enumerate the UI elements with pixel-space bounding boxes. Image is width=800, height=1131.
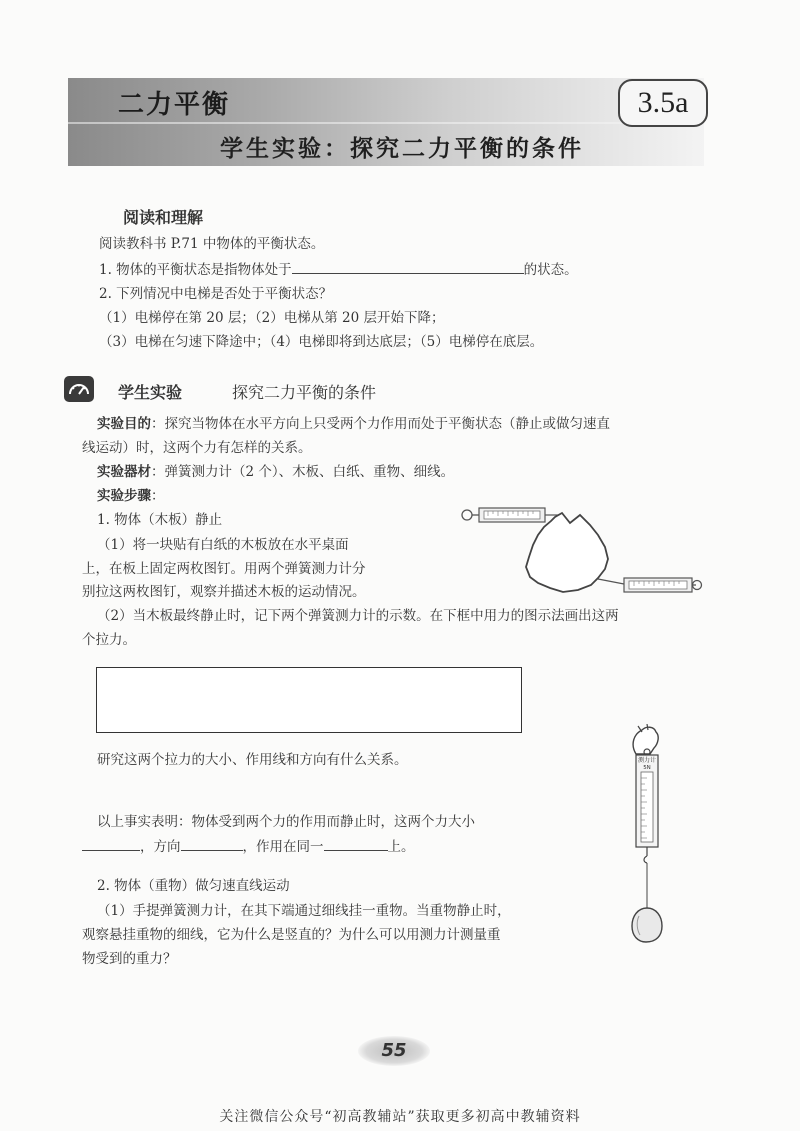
step1-b-line2: 个拉力。 [82,632,136,648]
step1-a-line3: 别拉这两枚图钉，观察并描述木板的运动情况。 [82,584,366,600]
question-2-options-line1: （1）电梯停在第 20 层；（2）电梯从第 20 层开始下降； [99,310,445,326]
conclusion-action-text: ，作用在同一 [242,839,324,855]
experiment-gauge-icon [64,376,94,402]
conclusion-direction-text: ，方向 [140,839,181,855]
materials-text: ：弹簧测力计（2 个）、木板、白纸、重物、细线。 [151,464,455,480]
step2-title: 2. 物体（重物）做匀速直线运动 [97,878,290,894]
purpose-label: 实验目的 [97,416,151,432]
footer-note: 关注微信公众号“初高教辅站”获取更多初高中教辅资料 [219,1109,581,1125]
meter-label-top: 测力计 [637,757,657,764]
step1-a-line1: （1）将一块贴有白纸的木板放在水平桌面 [97,537,349,553]
experiment-steps [97,486,165,506]
section-title: 二力平衡 [118,90,231,120]
force-diagram-answer-box[interactable] [96,667,522,733]
step1-title: 1. 物体（木板）静止 [97,512,223,528]
research-question: 研究这两个拉力的大小、作用线和方向有什么关系。 [97,752,408,768]
reading-heading: 阅读和理解 [123,208,204,227]
steps-colon: ： [151,488,165,504]
experiment-heading-title: 探究二力平衡的条件 [232,383,377,402]
experiment-materials [97,462,454,482]
step1-a-line2: 上，在板上固定两枚图钉。用两个弹簧测力计分 [82,561,366,577]
board-spring-scales-illustration [458,495,703,615]
materials-label: 实验器材 [97,464,151,480]
experiment-purpose-line2: 线运动）时，这两个力有怎样的关系。 [82,440,312,456]
question-1-blank[interactable] [292,259,524,274]
experiment-heading-label: 学生实验 [118,383,183,402]
conclusion-blank-magnitude[interactable] [82,836,140,851]
purpose-text: ：探究当物体在水平方向上只受两个力作用而处于平衡状态（静止或做匀速直 [151,416,610,432]
meter-label-unit: 5N [643,765,651,771]
section-code-badge: 3.5a [618,79,708,127]
header-subtitle: 学生实验：探究二力平衡的条件 [220,135,584,162]
conclusion-blank-direction[interactable] [181,836,243,851]
question-2-options-line2: （3）电梯在匀速下降途中；（4）电梯即将到达底层；（5）电梯停在底层。 [99,334,544,350]
question-1 [99,259,578,280]
question-1-suffix: 的状态。 [523,262,578,278]
conclusion-line2 [82,836,415,857]
experiment-purpose-line1 [97,414,610,434]
steps-label: 实验步骤 [97,488,151,504]
step2-line3: 物受到的重力？ [82,951,177,967]
step2-line1: （1）手提弹簧测力计，在其下端通过细线挂一重物。当重物静止时， [97,903,511,919]
question-1-prefix: 1. 物体的平衡状态是指物体处于 [99,262,292,278]
step2-line2: 观察悬挂重物的细线，它为什么是竖直的？为什么可以用测力计测量重 [82,927,501,943]
page-number: 55 [358,1036,430,1066]
conclusion-line1: 以上事实表明：物体受到两个力的作用而静止时，这两个力大小 [97,814,475,830]
question-2: 2. 下列情况中电梯是否处于平衡状态？ [99,286,333,302]
conclusion-blank-line[interactable] [324,836,388,851]
conclusion-end-text: 上。 [387,839,415,855]
step1-b-line1: （2）当木板最终静止时，记下两个弹簧测力计的示数。在下框中用力的图示法画出这两 [97,608,619,624]
reading-intro: 阅读教科书 P.71 中物体的平衡状态。 [99,236,325,252]
hanging-weight-illustration [612,724,692,946]
